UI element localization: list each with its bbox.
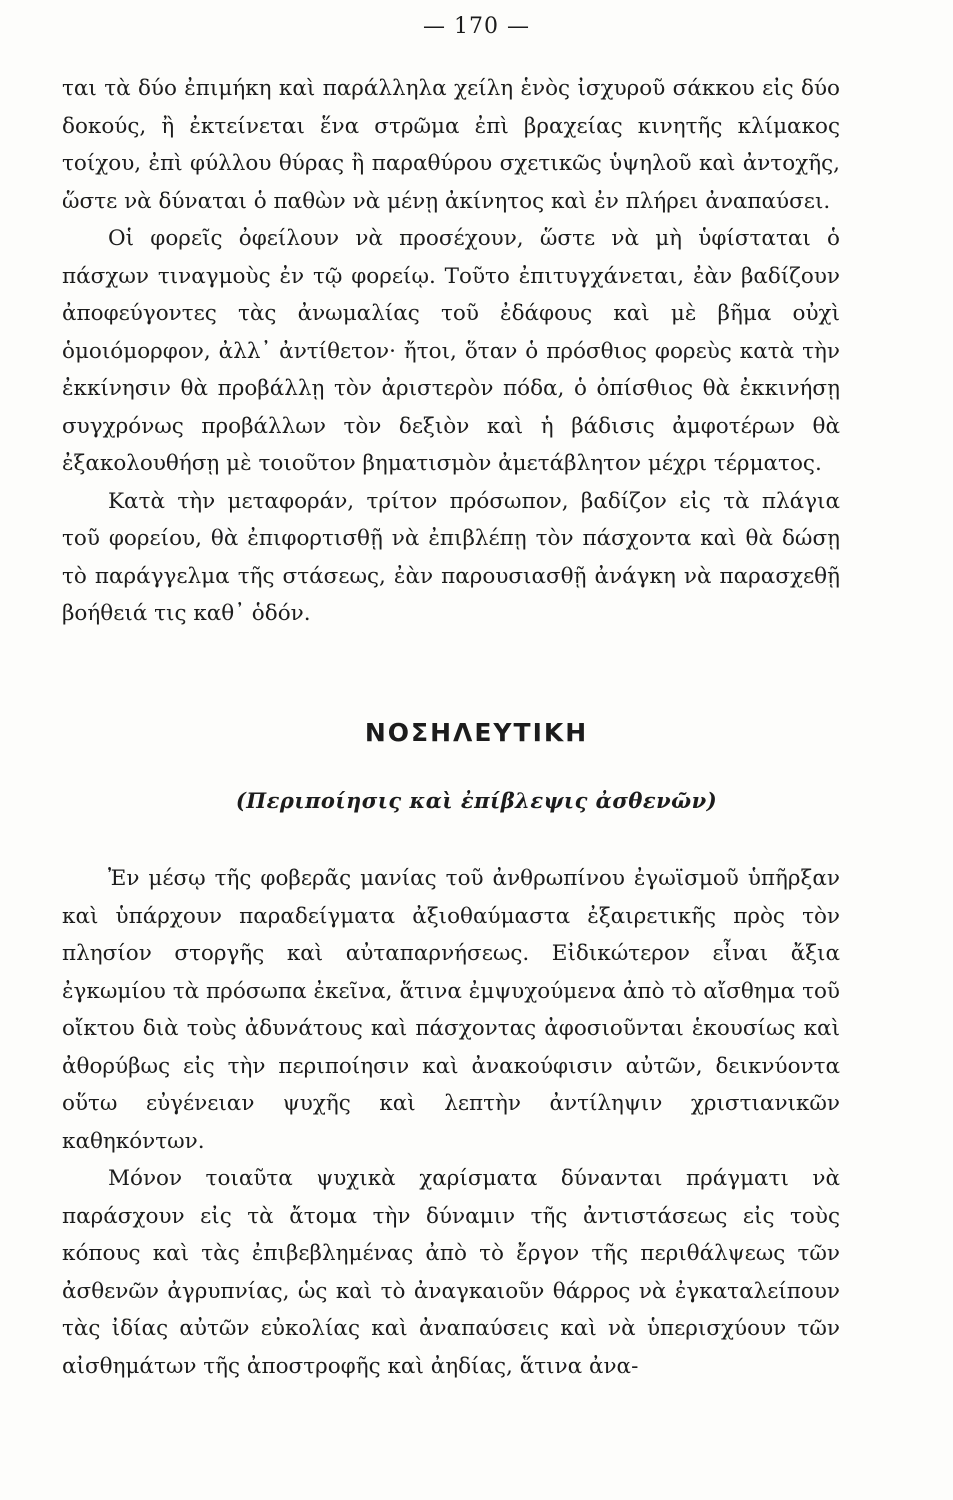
page-number: — 170 — [423,14,530,39]
paragraph: Μόνον τοιαῦτα ψυχικὰ χαρίσματα δύνανται πράγματι νὰ παράσχουν εἰς τὰ ἄτομα τὴν δύναμιν τῆς ἀντιστάσεως εἰς τοὺς κόπους καὶ τὰς ἐπιβεβλημένας ἀπὸ τὸ ἔργον τῆς περιθάλψεως τῶν ἀσθενῶν ἀγρυπνίας, ὡς καὶ τὸ ἀναγκαιοῦν θάρρος νὰ ἐγκαταλείπουν τὰς ἰδίας αὐτῶν εὐκολίας καὶ ἀναπαύσεις καὶ νὰ ὑπερισχύουν τῶν αἰσθημάτων τῆς ἀποστροφῆς καὶ ἀηδίας, ἅτινα ἀνα- [62,1166,840,1379]
paragraph: Ἐν μέσῳ τῆς φοβερᾶς μανίας τοῦ ἀνθρωπίνου ἐγωϊσμοῦ ὑπῆρξαν καὶ ὑπάρχουν παραδείγματα ἀξιοθαύμαστα ἐξαιρετικῆς πρὸς τὸν πλησίον στοργῆς καὶ αὐταπαρνήσεως. Εἰδικώτερον εἶναι ἄξια ἐγκωμίου τὰ πρόσωπα ἐκεῖνα, ἅτινα ἐμψυχούμενα ἀπὸ τὸ αἴσθημα τοῦ οἴκτου διὰ τοὺς ἀδυνάτους καὶ πάσχοντας ἀφοσιοῦνται ἑκουσίως καὶ ἀθορύβως εἰς τὴν περιποίησιν καὶ ἀνακούφισιν αὐτῶν, δεικνύοντα οὕτω εὐγένειαν ψυχῆς καὶ λεπτὴν ἀντίληψιν χριστιανικῶν καθηκόντων. [62,866,840,1154]
paragraph: ται τὰ δύο ἐπιμήκη καὶ παράλληλα χείλη ἑνὸς ἰσχυροῦ σάκκου εἰς δύο δοκούς, ἢ ἐκτείνεται ἕνα στρῶμα ἐπὶ βραχείας κινητῆς κλίμακος τοίχου, ἐπὶ φύλλου θύρας ἢ παραθύρου σχετικῶς ὑψηλοῦ καὶ ἀντοχῆς, ὥστε νὰ δύναται ὁ παθὼν νὰ μένῃ ἀκίνητος καὶ ἐν πλήρει ἀναπαύσει. [62,76,840,214]
text-block-top [62,70,840,633]
text-block-bottom [62,860,840,1385]
paragraph: Κατὰ τὴν μεταφοράν, τρίτον πρόσωπον, βαδίζον εἰς τὰ πλάγια τοῦ φορείου, θὰ ἐπιφορτισθῇ νὰ ἐπιβλέπῃ τὸν πάσχοντα καὶ θὰ δώσῃ τὸ παράγγελμα τῆς στάσεως, ἐὰν παρουσιασθῇ ἀνάγκη νὰ παρασχεθῇ βοήθειά τις καθ᾽ ὁδόν. [62,488,840,626]
section-subtitle: (Περιποίησις καὶ ἐπίβλεψις ἀσθενῶν) [235,788,718,813]
section-title: ΝΟΣΗΛΕΥΤΙΚΗ [364,718,589,747]
paragraph: Οἱ φορεῖς ὀφείλουν νὰ προσέχουν, ὥστε νὰ μὴ ὑφίσταται ὁ πάσχων τιναγμοὺς ἐν τῷ φορείῳ. Τοῦτο ἐπιτυγχάνεται, ἐὰν βαδίζουν ἀποφεύγοντες τὰς ἀνωμαλίας τοῦ ἐδάφους καὶ μὲ βῆμα οὐχὶ ὁμοιόμορφον, ἀλλ᾽ ἀντίθετον· ἤτοι, ὅταν ὁ πρόσθιος φορεὺς κατὰ τὴν ἐκκίνησιν θὰ προβάλλῃ τὸν ἀριστερὸν πόδα, ὁ ὀπίσθιος θὰ ἐκκινήσῃ συγχρόνως προβάλλων τὸν δεξιὸν καὶ ἡ βάδισις ἀμφοτέρων θὰ ἐξακολουθήσῃ μὲ τοιοῦτον βηματισμὸν ἀμετάβλητον μέχρι τέρματος. [62,226,840,476]
